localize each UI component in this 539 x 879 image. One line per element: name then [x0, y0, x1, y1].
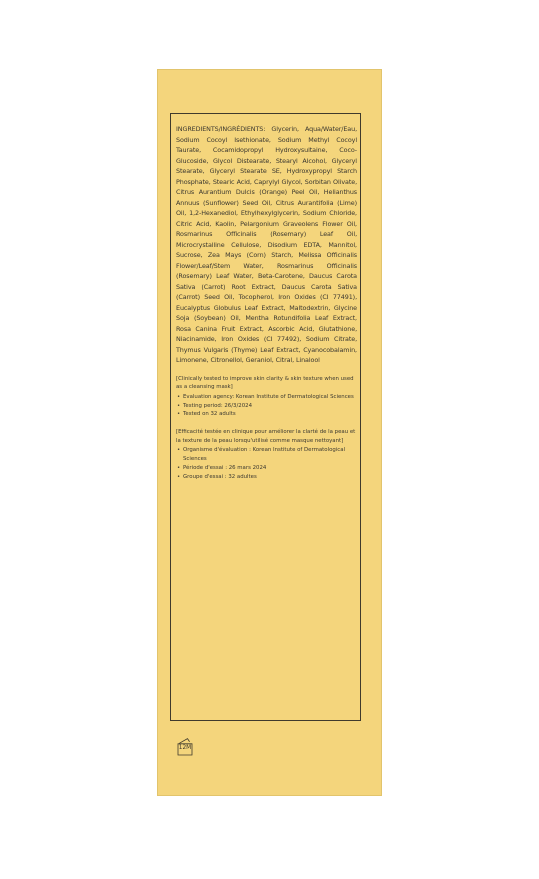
list-item: • Organisme d'évaluation : Korean Institute of Dermatological Sciences — [176, 446, 357, 463]
clinical-test-fr-list — [176, 446, 357, 481]
list-item: • Testing period: 26/3/2024 — [176, 402, 357, 411]
clinical-test-en-title: [Clinically tested to improve skin clarity & skin texture when used as a cleansing mask] — [176, 375, 354, 391]
clinical-test-en-list — [176, 393, 357, 419]
pao-label: 12M — [178, 745, 192, 751]
list-item: • Groupe d'essai : 32 adultes — [176, 473, 357, 482]
ingredients-text: INGREDIENTS/INGRÉDIENTS: Glycerin, Aqua/Water/Eau, Sodium Cocoyl Isethionate, Sodium Methyl Cocoyl Taurate, Cocamidopropyl Hydroxysultaine, Coco-Glucoside, Glycol Distearate, Stearyl Alcohol, Glyceryl Stearate, Glyceryl Stearate SE, Hydroxypropyl Starch Phosphate, Stearic Acid, Caprylyl Glycol, Sorbitan Olivate, Citrus Aurantium Dulcis (Orange) Peel Oil, Helianthus Annuus (Sunflower) Seed Oil, Citrus Aurantifolia (Lime) Oil, 1,2-Hexanediol, Ethylhexylglycerin, Sodium Chloride, Citric Acid, Kaolin, Pelargonium Graveolens Flower Oil, Rosmarinus Officinalis (Rosemary) Leaf Oil, Microcrystalline Cellulose, Disodium EDTA, Mannitol, Sucrose, Zea Mays (Corn) Starch, Melissa Officinalis Flower/Leaf/Stem Water, Rosmarinus Officinalis (Rosemary) Leaf Water, Beta-Carotene, Daucus Carota Sativa (Carrot) Root Extract, Daucus Carota Sativa (Carrot) Seed Oil, Tocopherol, Iron Oxides (CI 77491), Eucalyptus Globulus Leaf Extract, Maltodextrin, Glycine Soja (Soybean) Oil, Mentha Rotundifolia Leaf Extract, Rosa Canina Fruit Extract, Ascorbic Acid, Glutathione, Niacinamide, Iron Oxides (CI 77492), Sodium Citrate, Thymus Vulgaris (Thyme) Leaf Extract, Cyanocobalamin, Limonene, Citronellol, Geraniol, Citral, Linalool — [176, 125, 357, 364]
open-jar-icon — [176, 737, 194, 757]
clinical-test-fr-title: [Efficacité testée en clinique pour améliorer la clarté de la peau et la texture de la peau lorsqu'utilisé comme masque nettoyant] — [176, 429, 356, 444]
list-item: • Tested on 32 adults — [176, 410, 357, 419]
list-item: • Evaluation agency: Korean Institute of Dermatological Sciences — [176, 393, 357, 402]
ingredients-panel — [170, 113, 361, 721]
list-item: • Période d'essai : 26 mars 2024 — [176, 464, 357, 473]
clinical-test-en — [176, 375, 357, 420]
clinical-test-fr — [176, 428, 357, 481]
